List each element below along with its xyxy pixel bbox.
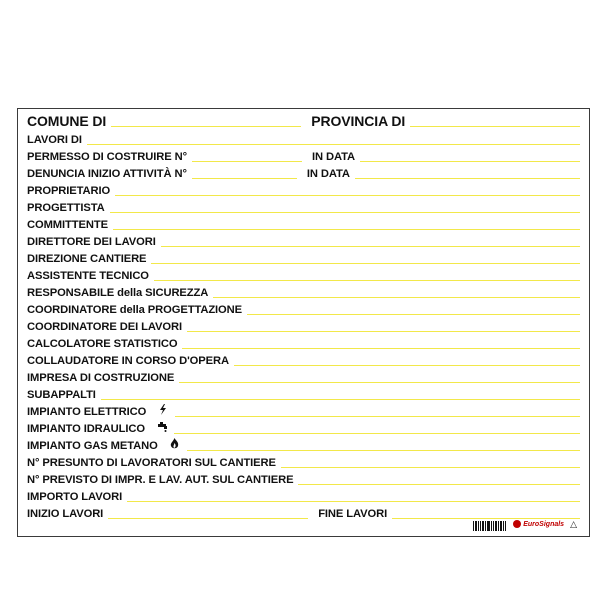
row-comune bbox=[27, 111, 580, 129]
assistente-field-line bbox=[154, 280, 580, 281]
committente-label: COMMITTENTE bbox=[27, 219, 108, 231]
inizio-lavori-field-line bbox=[108, 518, 308, 519]
importo-field-line bbox=[127, 501, 580, 502]
row-presunto-lavoratori bbox=[27, 453, 580, 470]
lightning-icon bbox=[156, 404, 170, 419]
row-progettista bbox=[27, 198, 580, 215]
row-permesso bbox=[27, 147, 580, 164]
coordinatore-lavori-field-line bbox=[187, 331, 580, 332]
brand-logo bbox=[513, 520, 564, 528]
subappalti-label: SUBAPPALTI bbox=[27, 389, 96, 401]
previsto-imprese-field-line bbox=[298, 484, 580, 485]
permesso-label: PERMESSO DI COSTRUIRE N° bbox=[27, 151, 187, 163]
row-denuncia bbox=[27, 164, 580, 181]
committente-field-line bbox=[113, 229, 580, 230]
calcolatore-label: CALCOLATORE STATISTICO bbox=[27, 338, 178, 350]
impianto-gas-field-line bbox=[187, 450, 580, 451]
row-direzione bbox=[27, 249, 580, 266]
row-coordinatore-progettazione bbox=[27, 300, 580, 317]
construction-site-sign bbox=[17, 108, 590, 537]
responsabile-label-tail: SICUREZZA bbox=[145, 287, 209, 299]
coordinatore-progettazione-della: della bbox=[119, 304, 145, 316]
row-impresa bbox=[27, 368, 580, 385]
lavori-di-field-line bbox=[87, 144, 580, 145]
progettista-field-line bbox=[110, 212, 580, 213]
row-committente bbox=[27, 215, 580, 232]
flame-icon bbox=[168, 438, 182, 453]
progettista-label: PROGETTISTA bbox=[27, 202, 105, 214]
presunto-lavoratori-field-line bbox=[281, 467, 580, 468]
impianto-elettrico-label: IMPIANTO ELETTRICO bbox=[27, 406, 147, 418]
collaudatore-field-line bbox=[234, 365, 580, 366]
inizio-lavori-label: INIZIO LAVORI bbox=[27, 508, 104, 520]
permesso-data-label: IN DATA bbox=[311, 151, 355, 163]
denuncia-field-line bbox=[192, 178, 297, 179]
proprietario-label: PROPRIETARIO bbox=[27, 185, 111, 197]
collaudatore-label: COLLAUDATORE IN CORSO D'OPERA bbox=[27, 355, 229, 367]
row-previsto-imprese bbox=[27, 470, 580, 487]
direzione-label: DIREZIONE CANTIERE bbox=[27, 253, 147, 265]
coordinatore-progettazione-tail: PROGETTAZIONE bbox=[147, 304, 243, 316]
impianto-elettrico-field-line bbox=[175, 416, 580, 417]
coordinatore-progettazione-field-line bbox=[247, 314, 580, 315]
brand-dot-icon bbox=[513, 520, 521, 528]
comune-label: COMUNE DI bbox=[27, 113, 107, 129]
row-assistente bbox=[27, 266, 580, 283]
previsto-imprese-label: N° PREVISTO DI IMPR. E LAV. AUT. SUL CANTIERE bbox=[27, 474, 294, 486]
assistente-label: ASSISTENTE TECNICO bbox=[27, 270, 149, 282]
calcolatore-field-line bbox=[182, 348, 580, 349]
brand-name: EuroSignals bbox=[523, 520, 565, 528]
subappalti-field-line bbox=[101, 399, 580, 400]
proprietario-field-line bbox=[115, 195, 580, 196]
responsabile-label-head: RESPONSABILE bbox=[27, 287, 115, 299]
provincia-field-line bbox=[410, 126, 580, 127]
responsabile-label-della: della bbox=[117, 287, 143, 299]
responsabile-label bbox=[27, 287, 208, 300]
impianto-idraulico-field-line bbox=[174, 433, 580, 434]
direzione-field-line bbox=[151, 263, 580, 264]
row-calcolatore bbox=[27, 334, 580, 351]
impresa-field-line bbox=[179, 382, 580, 383]
coordinatore-progettazione-label bbox=[27, 304, 242, 317]
row-subappalti bbox=[27, 385, 580, 402]
presunto-lavoratori-label: N° PRESUNTO DI LAVORATORI SUL CANTIERE bbox=[27, 457, 276, 469]
row-impianto-elettrico bbox=[27, 402, 580, 419]
lavori-di-label: LAVORI DI bbox=[27, 134, 82, 146]
permesso-data-field-line bbox=[360, 161, 580, 162]
fine-lavori-label: FINE LAVORI bbox=[318, 508, 388, 520]
coordinatore-lavori-label: COORDINATORE DEI LAVORI bbox=[27, 321, 182, 333]
coordinatore-progettazione-head: COORDINATORE bbox=[27, 304, 117, 316]
impianto-gas-label: IMPIANTO GAS METANO bbox=[27, 440, 158, 452]
row-lavori-di bbox=[27, 130, 580, 147]
row-coordinatore-lavori bbox=[27, 317, 580, 334]
direttore-label: DIRETTORE DEI LAVORI bbox=[27, 236, 156, 248]
row-impianto-gas bbox=[27, 436, 580, 453]
sign-footer bbox=[473, 516, 577, 532]
provincia-label: PROVINCIA DI bbox=[311, 113, 406, 129]
faucet-icon bbox=[155, 422, 169, 436]
row-proprietario bbox=[27, 181, 580, 198]
denuncia-label: DENUNCIA INIZIO ATTIVITÀ N° bbox=[27, 168, 187, 180]
impianto-idraulico-label: IMPIANTO IDRAULICO bbox=[27, 423, 145, 435]
importo-label: IMPORTO LAVORI bbox=[27, 491, 123, 503]
responsabile-field-line bbox=[213, 297, 580, 298]
row-impianto-idraulico bbox=[27, 419, 580, 436]
warning-triangle-icon: △ bbox=[570, 518, 577, 529]
row-importo bbox=[27, 487, 580, 504]
direttore-field-line bbox=[161, 246, 580, 247]
impresa-label: IMPRESA DI COSTRUZIONE bbox=[27, 372, 175, 384]
permesso-field-line bbox=[192, 161, 302, 162]
denuncia-data-label: IN DATA bbox=[306, 168, 350, 180]
row-responsabile bbox=[27, 283, 580, 300]
barcode bbox=[473, 517, 507, 531]
comune-field-line bbox=[111, 126, 301, 127]
row-direttore bbox=[27, 232, 580, 249]
denuncia-data-field-line bbox=[355, 178, 580, 179]
row-collaudatore bbox=[27, 351, 580, 368]
